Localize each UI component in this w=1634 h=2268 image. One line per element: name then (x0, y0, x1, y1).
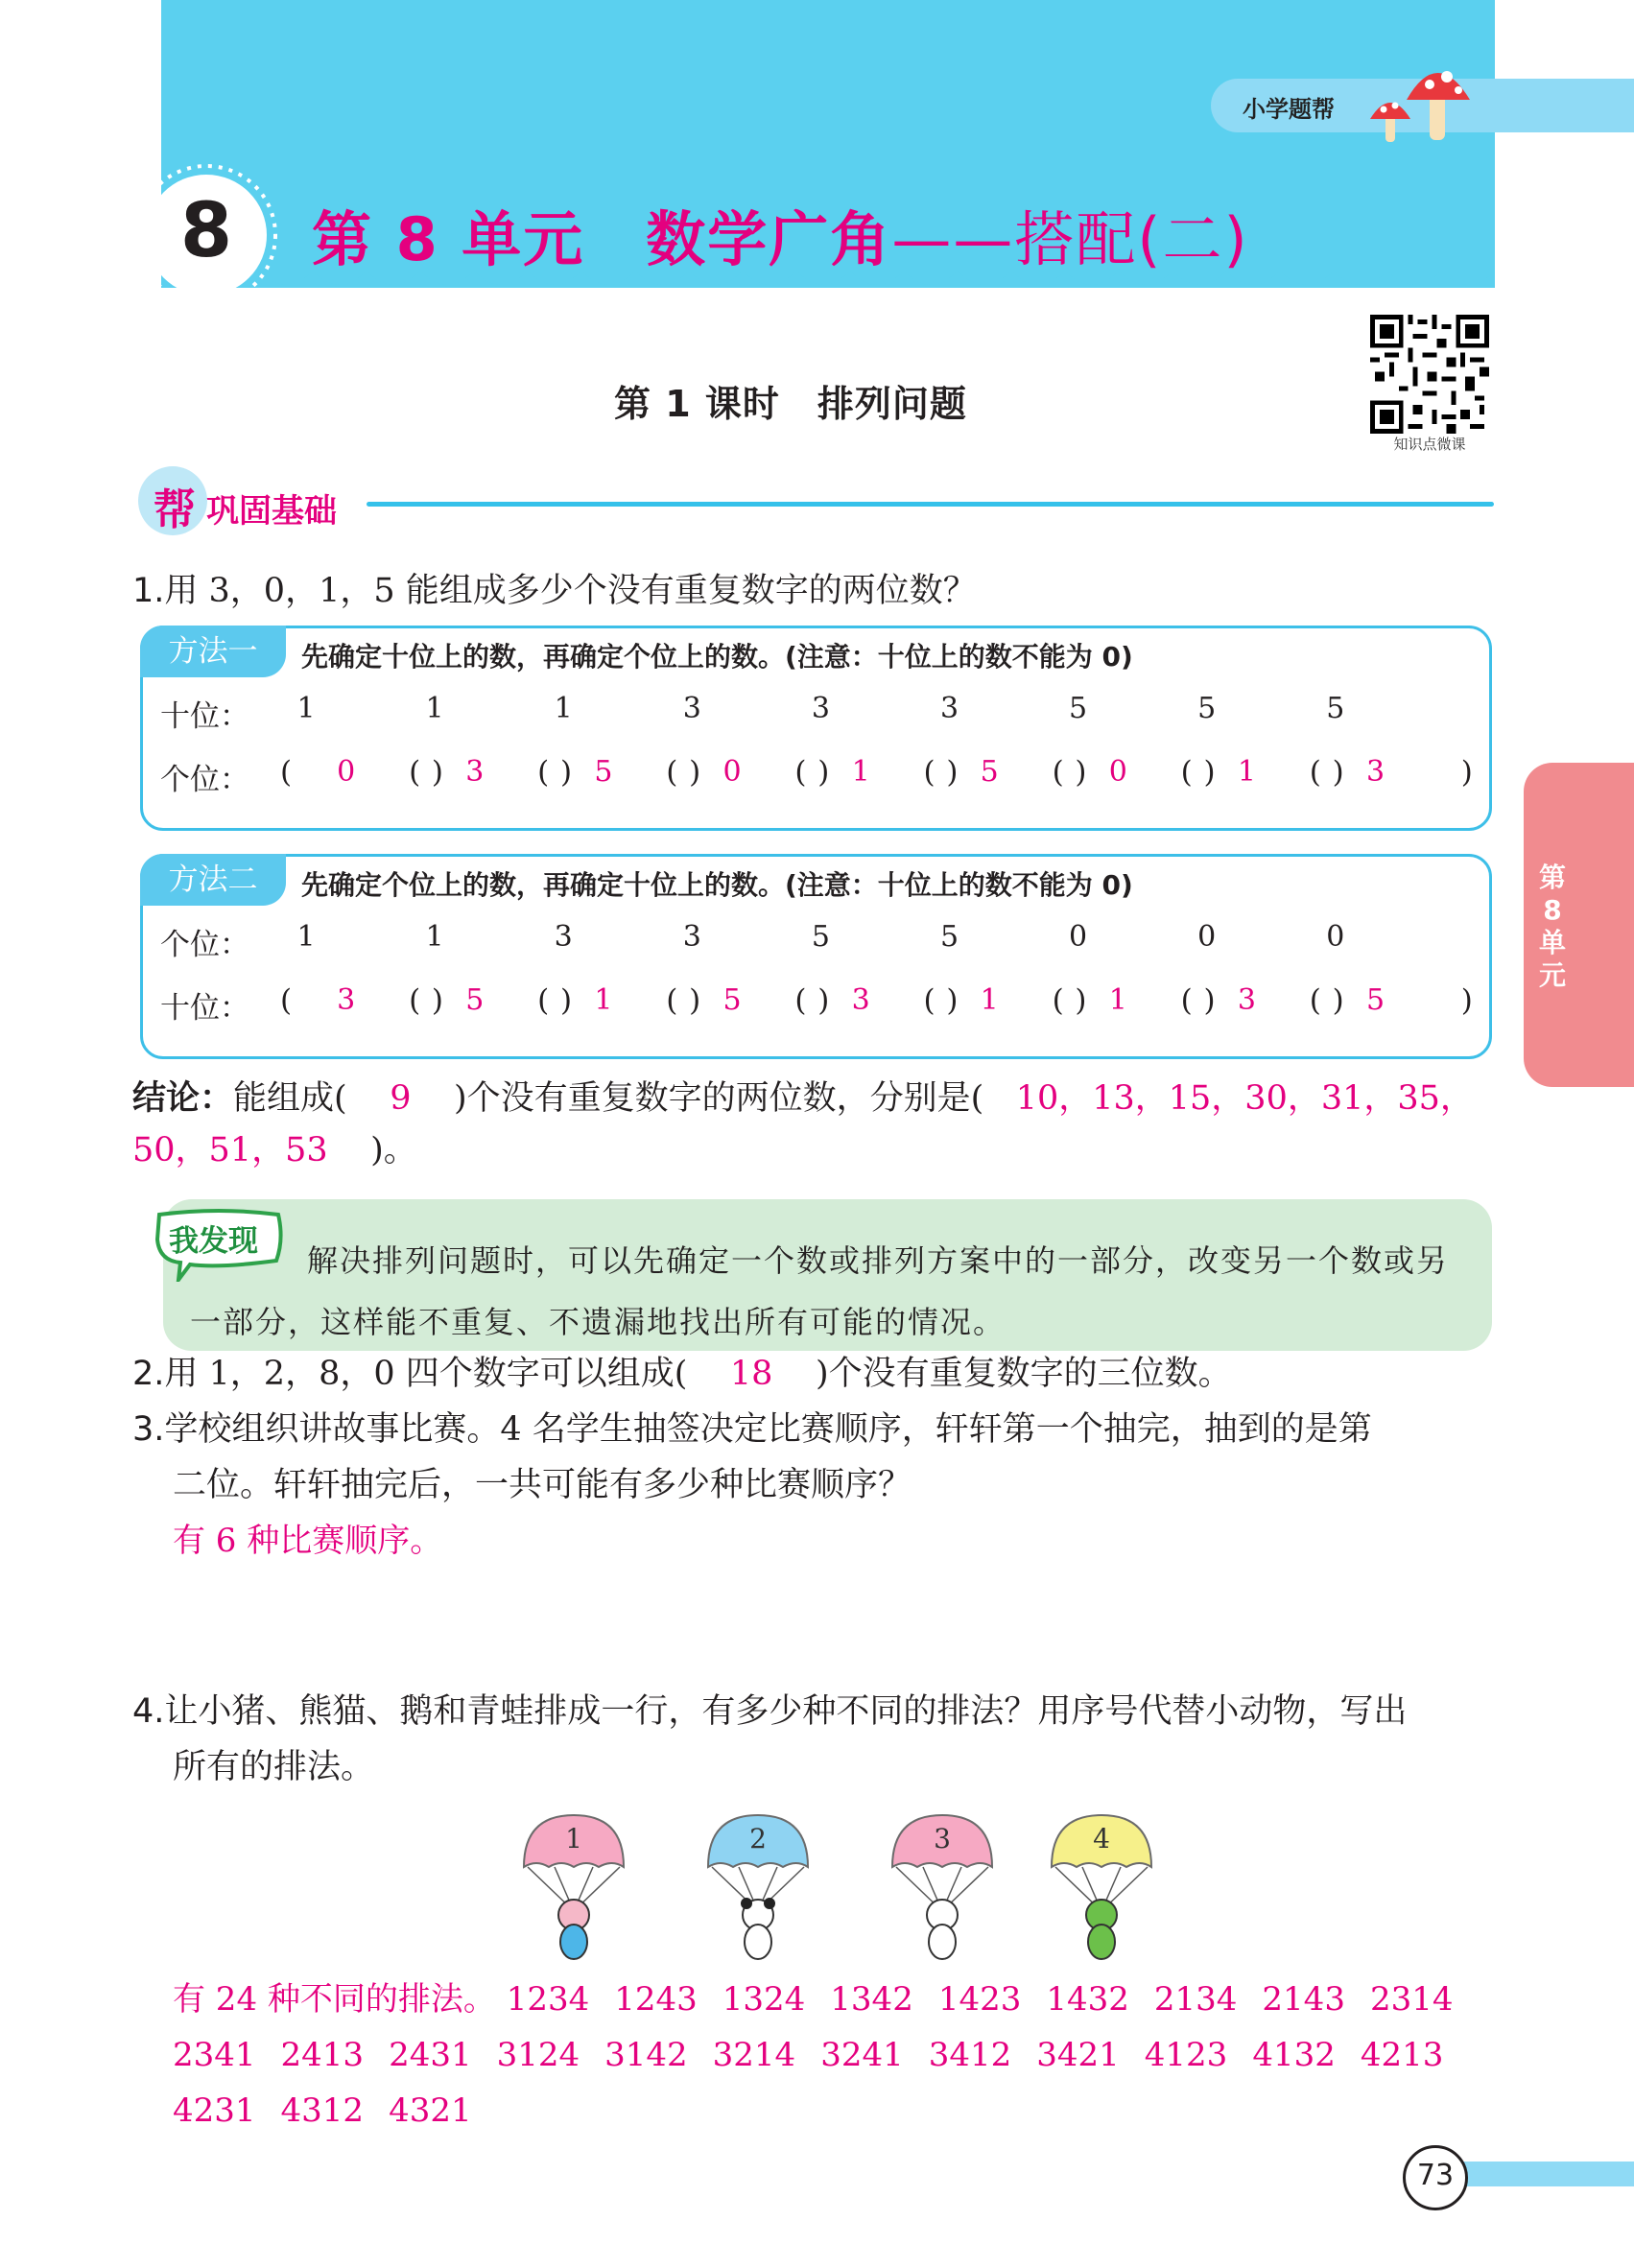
side-tab-char: 单 (1538, 927, 1566, 958)
method-1-row2-answer: 1 (1237, 755, 1256, 789)
method-1-box (140, 626, 1492, 831)
blank-open-paren: ( (794, 983, 807, 1018)
permutation-item: 1234 (506, 1980, 590, 2019)
discover-label: 我发现 (169, 1224, 258, 1259)
frog-parachute-icon (1044, 1811, 1159, 1965)
method-2-row2-answer: 3 (337, 983, 356, 1017)
blank-close-paren: ) (946, 983, 959, 1018)
unit-title-sub: ——搭配(二) (891, 204, 1249, 274)
blank-open-paren: ( (279, 755, 293, 790)
permutation-item: 3412 (928, 2036, 1012, 2074)
side-tab-char: 元 (1538, 959, 1566, 991)
blank-close-paren: ) (1203, 755, 1216, 790)
blank-close-paren: ) (689, 983, 701, 1018)
method-1-row1-cell: 1 (554, 692, 573, 725)
goose-body (929, 1925, 956, 1959)
blank-open-paren: ( (537, 983, 550, 1018)
blank-close-paren: ) (560, 983, 573, 1018)
unit-side-tab-label (1535, 862, 1570, 992)
conclusion-list: 10，13，15，30，31，35，50，51，53 (132, 1079, 1474, 1169)
question-4-answer (173, 1972, 1497, 2138)
method-1-row2-answer: 0 (1108, 755, 1127, 789)
permutation-item: 2314 (1369, 1980, 1454, 2019)
method-2-description: 先确定个位上的数，再确定十位上的数。(注意：十位上的数不能为 0) (301, 869, 1133, 901)
blank-open-paren: ( (409, 983, 421, 1018)
permutation-item: 3124 (496, 2036, 580, 2074)
method-1-row1-cell: 5 (1326, 692, 1345, 725)
blank-close-paren: ) (1460, 755, 1473, 790)
question-2 (132, 1347, 1232, 1401)
blank-open-paren: ( (923, 755, 935, 790)
qr-caption: 知识点微课 (1393, 436, 1466, 453)
method-2-row1-cell: 0 (1197, 920, 1217, 954)
method-1-row2-answer: 1 (851, 755, 870, 789)
method-1-row2-answer: 5 (594, 755, 613, 789)
method-1-row1-cell: 1 (425, 692, 444, 725)
blank-close-paren: ) (817, 983, 830, 1018)
question-4-line-1: 让小猪、熊猫、鹅和青蛙排成一行，有多少种不同的排法？用序号代替小动物，写出 (164, 1692, 1408, 1731)
method-2-row1-cell: 3 (554, 920, 573, 954)
brand-name: 小学题帮 (1243, 95, 1335, 123)
section-badge-char: 帮 (154, 485, 196, 534)
method-2-row1-label: 个位： (160, 928, 249, 962)
conclusion-end: )。 (370, 1131, 417, 1169)
method-2-row2-answer: 5 (465, 983, 485, 1017)
question-3-line-1: 学校组织讲故事比赛。4 名学生抽签决定比赛顺序，轩轩第一个抽完，抽到的是第 (164, 1410, 1372, 1449)
question-2-text-b: )个没有重复数字的三位数。 (815, 1355, 1232, 1393)
permutation-item: 2413 (280, 2036, 365, 2074)
goose-parachute-icon (885, 1811, 1000, 1965)
blank-open-paren: ( (1180, 755, 1193, 790)
blank-close-paren: ) (431, 983, 444, 1018)
question-3 (132, 1403, 1372, 1456)
unit-title-main: 第 8 单元 数学广角 (312, 204, 892, 274)
permutation-item: 4321 (389, 2091, 472, 2130)
method-1-row1-cell: 3 (811, 692, 830, 725)
method-1-row1-cell: 3 (939, 692, 959, 725)
pig-body (560, 1925, 587, 1959)
question-2-answer: 18 (729, 1355, 773, 1393)
method-2-row1-cell: 1 (296, 920, 316, 954)
blank-open-paren: ( (537, 755, 550, 790)
blank-open-paren: ( (1309, 755, 1321, 790)
frog-body (1088, 1925, 1115, 1959)
blank-open-paren: ( (666, 755, 678, 790)
blank-close-paren: ) (1460, 983, 1473, 1018)
side-tab-char: 8 (1543, 894, 1562, 926)
blank-close-paren: ) (1203, 983, 1216, 1018)
question-3-line-2: 二位。轩轩抽完后，一共可能有多少种比赛顺序？ (173, 1466, 912, 1504)
panda-parachute-icon (700, 1811, 816, 1965)
conclusion-count: 9 (390, 1079, 412, 1118)
question-number: 2. (132, 1355, 165, 1393)
blank-open-paren: ( (923, 983, 935, 1018)
blank-open-paren: ( (1052, 983, 1064, 1018)
question-4-line-2: 所有的排法。 (173, 1748, 375, 1786)
permutation-item: 4231 (173, 2091, 256, 2130)
method-1-row1-cell: 1 (296, 692, 316, 725)
pig-parachute-icon (516, 1811, 631, 1965)
unit-number: 8 (179, 188, 233, 274)
method-2-tag: 方法二 (140, 854, 286, 906)
method-1-row1-label: 十位： (160, 699, 249, 734)
method-2-row2-answer: 3 (851, 983, 870, 1017)
parachute-number: 4 (1093, 1823, 1110, 1855)
question-text: 用 3，0，1，5 能组成多少个没有重复数字的两位数？ (164, 572, 977, 610)
method-2-row2-answer: 5 (722, 983, 742, 1017)
method-1-row2-answer: 3 (1365, 755, 1385, 789)
blank-close-paren: ) (1332, 983, 1344, 1018)
method-1-row2-answer: 5 (980, 755, 999, 789)
permutation-item: 3214 (712, 2036, 796, 2074)
method-2-row2-answer: 5 (1365, 983, 1385, 1017)
permutation-item: 2341 (173, 2036, 256, 2074)
blank-close-paren: ) (817, 755, 830, 790)
permutation-item: 2431 (389, 2036, 472, 2074)
method-1-row2-answer: 0 (337, 755, 356, 789)
blank-open-paren: ( (409, 755, 421, 790)
question-2-text-a: 用 1，2，8，0 四个数字可以组成( (164, 1355, 688, 1393)
method-2-row2-answer: 1 (594, 983, 613, 1017)
question-number: 1. (132, 572, 165, 610)
blank-close-paren: ) (431, 755, 444, 790)
panda-body (745, 1925, 771, 1959)
method-2-row2-label: 十位： (160, 991, 249, 1026)
unit-title (312, 192, 1249, 277)
permutation-item: 3142 (604, 2036, 688, 2074)
method-2-row1-cell: 5 (939, 920, 959, 954)
parachute-number: 2 (749, 1823, 767, 1855)
method-2-row2-answer: 1 (1108, 983, 1127, 1017)
method-2-row1-cell: 0 (1326, 920, 1345, 954)
method-2-row1-cell: 1 (425, 920, 444, 954)
question-3-answer: 有 6 种比赛顺序。 (173, 1522, 443, 1560)
method-1-row2-label: 个位： (160, 763, 249, 797)
blank-open-paren: ( (279, 983, 293, 1018)
permutation-item: 4132 (1252, 2036, 1336, 2074)
method-1-row1-cell: 5 (1069, 692, 1088, 725)
conclusion-text-a: 能组成( (233, 1079, 347, 1118)
parachute-number: 1 (565, 1823, 582, 1855)
blank-close-paren: ) (1075, 983, 1087, 1018)
question-number: 4. (132, 1692, 165, 1731)
panda-ear (764, 1898, 775, 1909)
permutation-item: 2134 (1153, 1980, 1238, 2019)
method-1-row2-answer: 3 (465, 755, 485, 789)
conclusion-prefix: 结论： (132, 1079, 234, 1118)
panda-ear (741, 1898, 752, 1909)
method-1-row1-cell: 5 (1197, 692, 1217, 725)
permutation-item: 4123 (1144, 2036, 1228, 2074)
method-1-tag: 方法一 (140, 626, 286, 677)
permutation-item: 1324 (722, 1980, 806, 2019)
blank-open-paren: ( (1309, 983, 1321, 1018)
method-2-box (140, 854, 1492, 1059)
method-2-row2-answer: 1 (980, 983, 999, 1017)
q1-conclusion (132, 1073, 1495, 1176)
method-2-row2-answer: 3 (1237, 983, 1256, 1017)
blank-open-paren: ( (1052, 755, 1064, 790)
question-number: 3. (132, 1410, 165, 1449)
mushroom-icon (1362, 54, 1478, 150)
conclusion-text-b: )个没有重复数字的两位数，分别是( (453, 1079, 984, 1118)
permutation-item: 3241 (820, 2036, 904, 2074)
method-2-row1-cell: 3 (682, 920, 701, 954)
permutation-item: 2143 (1262, 1980, 1345, 2019)
blank-open-paren: ( (666, 983, 678, 1018)
qr-code-icon[interactable] (1370, 315, 1489, 434)
question-1 (132, 564, 977, 618)
discover-text: 解决排列问题时，可以先确定一个数或排列方案中的一部分，改变另一个数或另一部分，这样能不重复、不遗漏地找出所有可能的情况。 (190, 1242, 1450, 1340)
blank-close-paren: ) (689, 755, 701, 790)
method-1-row1-cell: 3 (682, 692, 701, 725)
lesson-title: 第 1 课时 排列问题 (614, 383, 967, 425)
permutation-item: 1243 (614, 1980, 698, 2019)
method-2-row1-cell: 0 (1069, 920, 1088, 954)
method-2-row1-cell: 5 (811, 920, 830, 954)
blank-open-paren: ( (1180, 983, 1193, 1018)
blank-close-paren: ) (1075, 755, 1087, 790)
section-divider (367, 502, 1494, 507)
permutation-item: 1432 (1046, 1980, 1129, 2019)
permutation-item: 4312 (280, 2091, 365, 2130)
blank-close-paren: ) (946, 755, 959, 790)
permutation-item: 1342 (830, 1980, 913, 2019)
method-1-row2-answer: 0 (722, 755, 742, 789)
parachute-number: 3 (934, 1823, 951, 1855)
permutation-item: 1423 (937, 1980, 1022, 2019)
section-label: 巩固基础 (206, 492, 337, 531)
permutation-item: 3421 (1036, 2036, 1120, 2074)
question-4-answer-prefix: 有 24 种不同的排法。 (173, 1980, 496, 2019)
blank-close-paren: ) (1332, 755, 1344, 790)
question-4 (132, 1685, 1407, 1738)
side-tab-char: 第 (1538, 862, 1566, 893)
blank-open-paren: ( (794, 755, 807, 790)
page-number: 73 (1416, 2159, 1455, 2192)
permutation-item: 4213 (1360, 2036, 1444, 2074)
blank-close-paren: ) (560, 755, 573, 790)
method-1-description: 先确定十位上的数，再确定个位上的数。(注意：十位上的数不能为 0) (301, 641, 1133, 673)
